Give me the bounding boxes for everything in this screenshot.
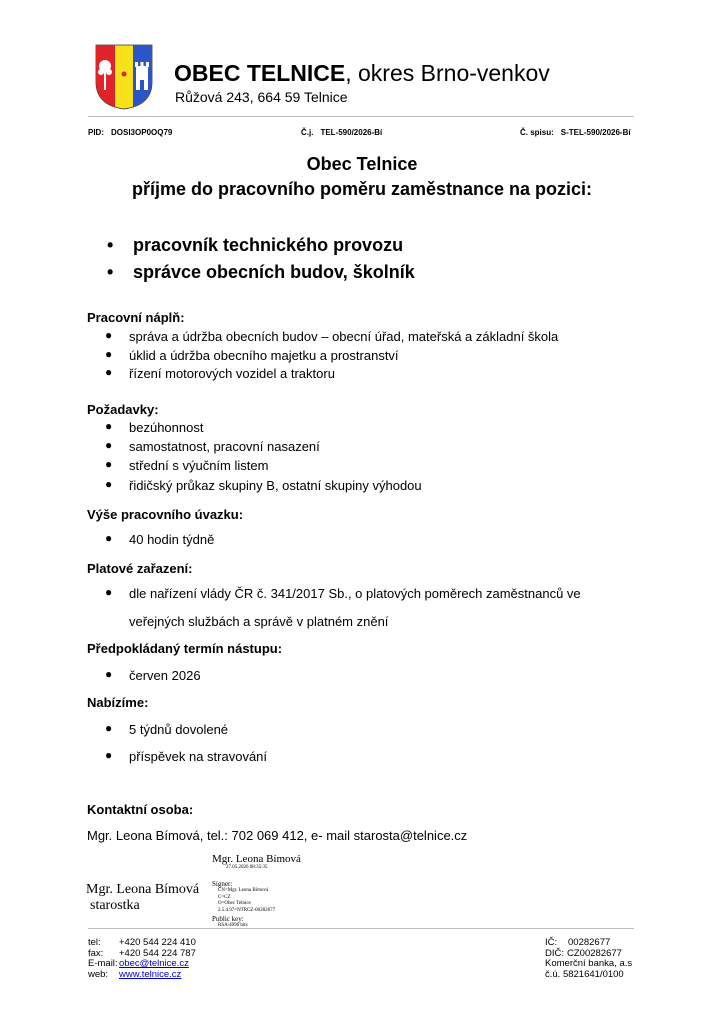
bullet-icon: • <box>107 235 114 255</box>
footer-company-info <box>545 938 632 980</box>
organization-district: , okres Brno-venkov <box>345 60 550 86</box>
signature-date: 27.05.2026 08:35:35 <box>226 865 268 870</box>
section-heading-start-date: Předpokládaný termín nástupu: <box>87 641 283 656</box>
reference-pid: PID: DOSI3OP0OQ79 <box>88 128 173 137</box>
signature-signer-line: 2.5.4.97=NTRCZ-00282677 <box>218 907 276 913</box>
bullet-icon: ● <box>105 477 113 491</box>
signer-role: starostka <box>90 898 140 913</box>
bullet-icon: ● <box>105 328 113 342</box>
footer-tel: tel: +420 544 224 410 <box>88 937 196 948</box>
footer-account: č.ú. 5821641/0100 <box>545 968 624 980</box>
signature-public-key-value: RSA/4096 bits <box>218 923 248 928</box>
reference-cj: Č.j. TEL-590/2026-Bí <box>301 128 383 137</box>
bullet-icon: ● <box>105 667 113 681</box>
headline-hiring: příjme do pracovního poměru zaměstnance na pozici: <box>131 179 593 199</box>
signature-signer-label: Signer: <box>212 880 233 888</box>
bullet-icon: ● <box>105 457 113 471</box>
bullet-icon: ● <box>105 531 113 545</box>
footer-dic: DIČ: CZ00282677 <box>545 947 622 959</box>
signature-signer-line: CN=Mgr. Leona Bímová <box>218 888 269 893</box>
footer-web: web: www.telnice.cz <box>88 968 182 980</box>
section-heading-benefits: Nabízíme: <box>87 695 149 710</box>
bullet-icon: ● <box>105 347 113 361</box>
signature-signer-line: C=CZ <box>218 894 231 900</box>
footer-fax: fax: +420 544 224 787 <box>88 947 196 959</box>
bullet-icon: ● <box>105 438 113 452</box>
signature-public-key-label: Public key: <box>212 915 244 923</box>
reference-file-number: Č. spisu: S-TEL-590/2026-Bí <box>520 128 631 137</box>
signature-signer-line: O=Obec Telnice <box>218 901 251 906</box>
bullet-icon: ● <box>105 585 113 599</box>
footer-email-link[interactable]: obec@telnice.cz <box>119 958 189 969</box>
organization-name: OBEC TELNICE <box>174 60 346 86</box>
section-heading-workload: Výše pracovního úvazku: <box>87 507 244 522</box>
center-flower-icon <box>122 72 127 77</box>
section-heading-contact: Kontaktní osoba: <box>87 802 194 817</box>
header-divider <box>88 116 634 117</box>
municipality-crest-logo <box>95 44 153 110</box>
footer-email: E-mail:obec@telnice.cz <box>88 958 189 969</box>
footer-web-link[interactable]: www.telnice.cz <box>119 968 182 980</box>
footer-divider <box>88 928 634 929</box>
section-heading-requirements: Požadavky: <box>87 402 159 417</box>
tower-icon <box>135 62 149 90</box>
digital-signature-stamp <box>212 853 332 930</box>
section-heading-salary: Platové zařazení: <box>87 561 193 576</box>
section-heading-duties: Pracovní náplň: <box>87 310 185 325</box>
bullet-icon: • <box>107 262 114 282</box>
footer-ic: IČ: 00282677 <box>545 937 611 948</box>
signature-name: Mgr. Leona Bímová <box>212 853 301 865</box>
contact-text: Mgr. Leona Bímová, tel.: 702 069 412, e- mail starosta@telnice.cz <box>87 828 468 843</box>
organization-address: Růžová 243, 664 59 Telnice <box>175 89 348 105</box>
footer-bank: Komerční banka, a.s <box>545 958 633 969</box>
footer-contacts <box>88 938 196 980</box>
bullet-icon: ● <box>105 365 113 379</box>
bullet-icon: ● <box>105 748 113 762</box>
bullet-icon: ● <box>105 721 113 735</box>
organization-title <box>174 60 550 87</box>
signer-name: Mgr. Leona Bímová <box>86 882 200 897</box>
headline-municipality: Obec Telnice <box>306 154 418 174</box>
bullet-icon: ● <box>105 419 113 433</box>
